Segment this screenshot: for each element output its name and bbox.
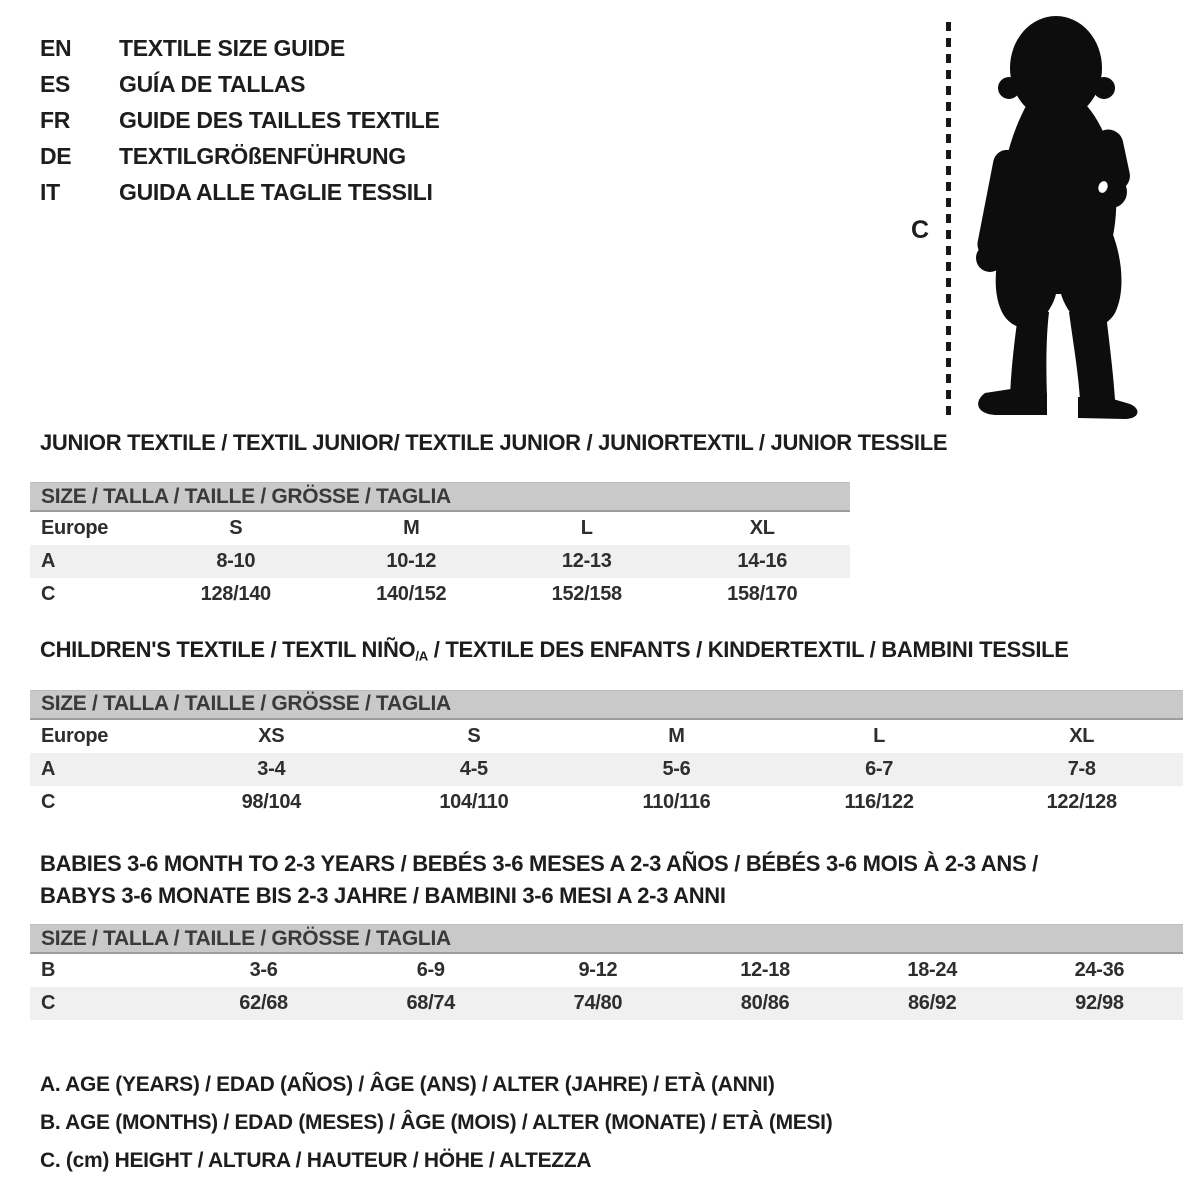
col-header-size: S xyxy=(229,517,243,539)
cell: 12-18 xyxy=(740,959,790,981)
col-header-size: L xyxy=(580,517,593,539)
cell: 4-5 xyxy=(459,757,488,780)
table-header-row xyxy=(30,512,850,545)
lang-title: TEXTILGRÖßENFÜHRUNG xyxy=(119,142,406,169)
cell: 12-13 xyxy=(561,550,612,572)
lang-code: EN xyxy=(40,34,72,61)
lang-row-it xyxy=(40,174,440,210)
lang-code: DE xyxy=(40,142,72,169)
section-title-babies-line1: BABIES 3-6 MONTH TO 2-3 YEARS / BEBÉS 3-6 MESES A 2-3 AÑOS / BÉBÉS 3-6 MOIS À 2-3 ANS / xyxy=(40,851,1038,876)
row-label: C xyxy=(41,583,56,605)
title-sub: /A xyxy=(415,648,428,664)
row-label: C xyxy=(41,992,56,1014)
col-header-size: L xyxy=(873,724,886,747)
cell: 122/128 xyxy=(1046,790,1117,813)
table-header-row xyxy=(30,720,1183,753)
row-label: C xyxy=(41,790,56,813)
section-children-textile xyxy=(30,637,1183,819)
cell: 80/86 xyxy=(740,992,790,1014)
cell: 8-10 xyxy=(216,550,256,572)
cell: 140/152 xyxy=(376,583,447,605)
cell: 18-24 xyxy=(907,959,958,981)
lang-title: GUIDE DES TAILLES TEXTILE xyxy=(119,106,440,133)
cell: 86/92 xyxy=(907,992,957,1014)
cell: 74/80 xyxy=(573,992,623,1014)
cell: 68/74 xyxy=(406,992,456,1014)
col-header-size: M xyxy=(403,517,420,539)
row-label: B xyxy=(41,959,56,981)
height-measure-dashed-line xyxy=(946,22,951,420)
size-band: SIZE / TALLA / TAILLE / GRÖSSE / TAGLIA xyxy=(30,482,850,512)
lang-title: GUÍA DE TALLAS xyxy=(119,70,306,97)
table-row-height xyxy=(30,786,1183,819)
note-age-years: A. AGE (YEARS) / EDAD (AÑOS) / ÂGE (ANS) / ALTER (JAHRE) / ETÀ (ANNI) xyxy=(40,1073,775,1096)
table-row-age-months xyxy=(30,954,1183,987)
col-header-size: XL xyxy=(1069,724,1095,747)
table-row-height xyxy=(30,987,1183,1020)
cell: 104/110 xyxy=(439,790,509,813)
col-header-europe: Europe xyxy=(41,517,109,539)
cell: 152/158 xyxy=(551,583,622,605)
section-title-babies-line2: BABYS 3-6 MONATE BIS 2-3 JAHRE / BAMBINI 3-6 MESI A 2-3 ANNI xyxy=(40,883,726,908)
col-header-size: XL xyxy=(749,517,775,539)
language-title-list xyxy=(40,30,440,210)
note-age-months: B. AGE (MONTHS) / EDAD (MESES) / ÂGE (MOIS) / ALTER (MONATE) / ETÀ (MESI) xyxy=(40,1111,833,1134)
cell: 3-6 xyxy=(249,959,278,981)
cell: 3-4 xyxy=(257,757,286,780)
section-babies-textile xyxy=(30,848,1183,1020)
col-header-europe: Europe xyxy=(41,724,109,747)
cell: 158/170 xyxy=(727,583,798,605)
lang-title: GUIDA ALLE TAGLIE TESSILI xyxy=(119,178,433,205)
cell: 14-16 xyxy=(737,550,788,572)
cell: 6-7 xyxy=(865,757,894,780)
cell: 9-12 xyxy=(578,959,618,981)
row-label: A xyxy=(41,757,56,780)
cell: 5-6 xyxy=(662,757,691,780)
table-row-age xyxy=(30,753,1183,786)
cell: 62/68 xyxy=(239,992,288,1014)
cell: 10-12 xyxy=(386,550,437,572)
toddler-silhouette-icon xyxy=(965,12,1145,422)
lang-row-en xyxy=(40,30,440,66)
lang-title: TEXTILE SIZE GUIDE xyxy=(119,34,345,61)
legend-notes xyxy=(40,1066,832,1180)
table-row-age xyxy=(30,545,850,578)
height-measure-label: C xyxy=(911,216,929,244)
cell: 24-36 xyxy=(1074,959,1125,981)
height-figure xyxy=(895,8,1175,433)
cell: 116/122 xyxy=(844,790,914,813)
note-height-cm: C. (cm) HEIGHT / ALTURA / HAUTEUR / HÖHE / ALTEZZA xyxy=(40,1149,592,1172)
col-header-size: XS xyxy=(258,724,285,747)
cell: 110/116 xyxy=(642,790,711,813)
lang-code: IT xyxy=(40,178,60,205)
section-title-children xyxy=(30,637,1183,664)
lang-row-fr xyxy=(40,102,440,138)
title-part: CHILDREN'S TEXTILE / TEXTIL NIÑO xyxy=(40,637,416,662)
cell: 128/140 xyxy=(200,583,271,605)
title-part: / TEXTILE DES ENFANTS / KINDERTEXTIL / BAMBINI TESSILE xyxy=(427,637,1069,662)
col-header-size: M xyxy=(668,724,685,747)
section-title-junior: JUNIOR TEXTILE / TEXTIL JUNIOR/ TEXTILE JUNIOR / JUNIORTEXTIL / JUNIOR TESSILE xyxy=(40,430,948,455)
cell: 6-9 xyxy=(416,959,445,981)
cell: 92/98 xyxy=(1075,992,1124,1014)
size-band: SIZE / TALLA / TAILLE / GRÖSSE / TAGLIA xyxy=(30,690,1183,720)
section-junior-textile xyxy=(30,430,948,611)
col-header-size: S xyxy=(467,724,481,747)
lang-row-es xyxy=(40,66,440,102)
cell: 98/104 xyxy=(241,790,301,813)
table-row-height xyxy=(30,578,850,611)
size-band: SIZE / TALLA / TAILLE / GRÖSSE / TAGLIA xyxy=(30,924,1183,954)
cell: 7-8 xyxy=(1067,757,1096,780)
lang-row-de xyxy=(40,138,440,174)
lang-code: FR xyxy=(40,106,71,133)
row-label: A xyxy=(41,550,56,572)
lang-code: ES xyxy=(40,70,71,97)
